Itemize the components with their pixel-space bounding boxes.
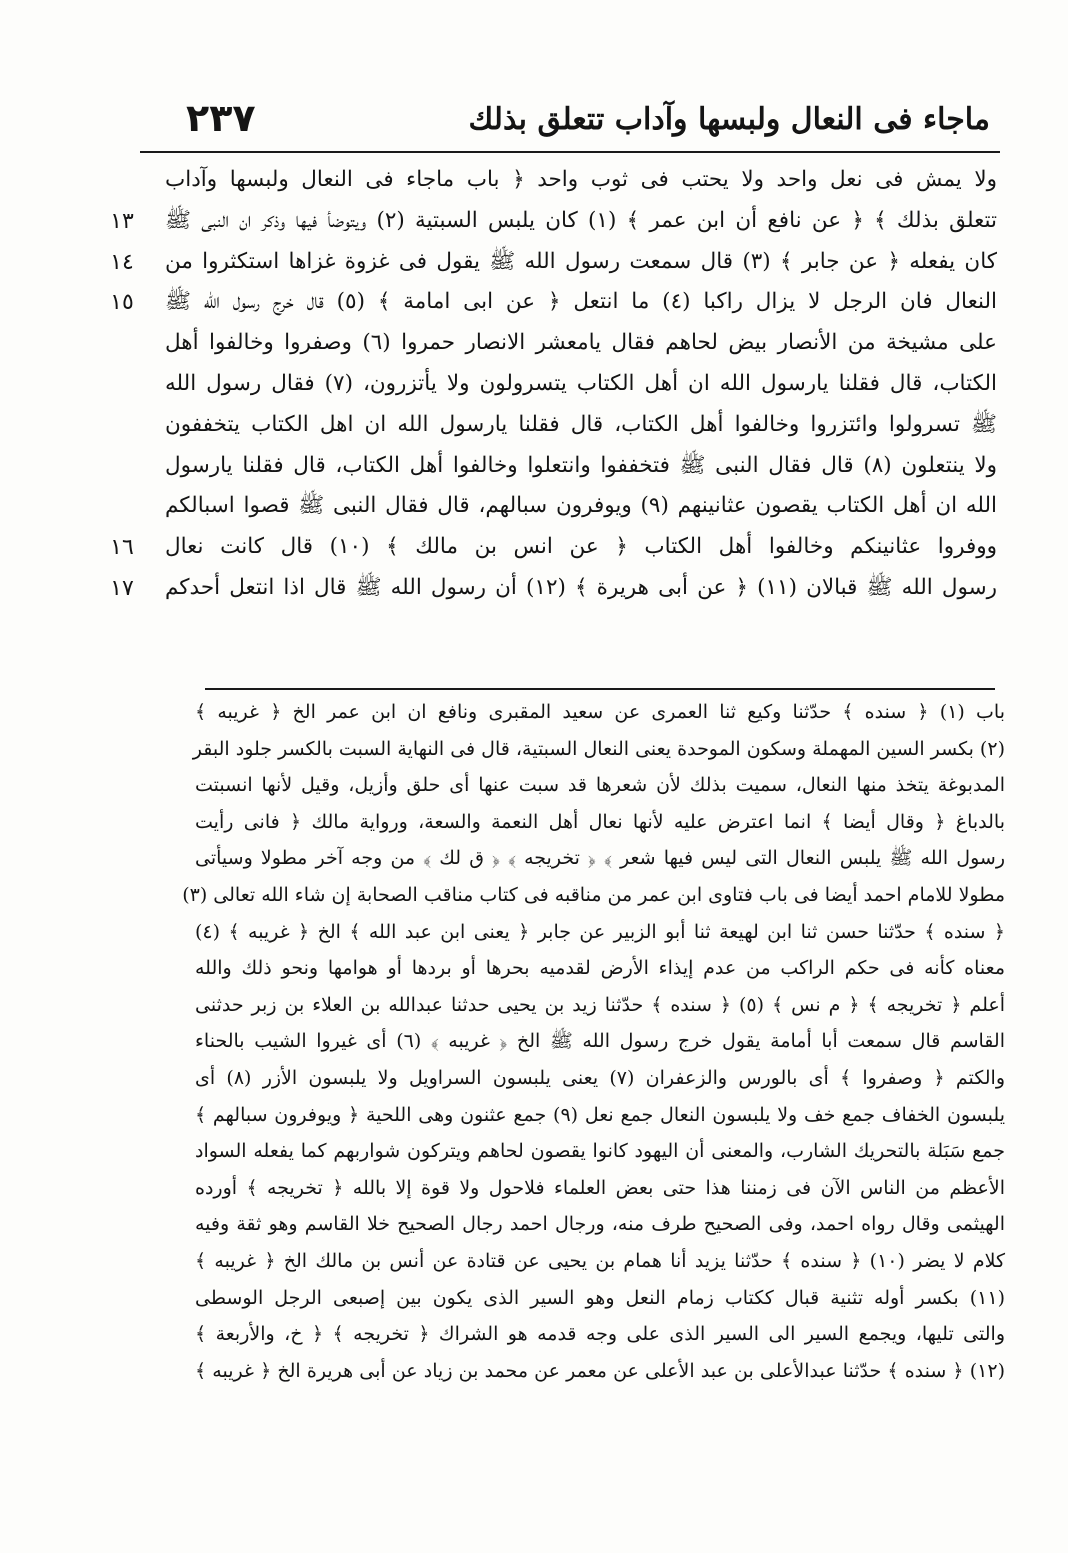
footnote-line: معناه كأنه فى حكم الراكب من عدم إيذاء الأرض لقدميه بحرها أو بردها أو هوامها ونحو ذلك والله [195, 957, 1005, 980]
running-title: ماجاء فى النعال ولبسها وآداب تتعلق بذلك [468, 102, 990, 137]
footnote-line: ﴿ سنده ﴾ حدّثنا حسن ثنا ابن لهيعة ثنا أبو الزبير عن جابر ﴿ يعنى ابن عبد الله ﴾ الخ ﴿ غريبه ﴾ (٤) [195, 920, 1005, 943]
footnote-line: القاسم قال سمعت أبا أمامة يقول خرج رسول الله ﷺ الخ ﴿ غريبه ﴾ (٦) أى غيروا الشيب بالحناء [195, 1030, 1005, 1053]
main-text-line: ولا يمش فى نعل واحد ولا يحتب فى ثوب واحد ﴿ باب ماجاء فى النعال ولبسها وآداب [165, 167, 997, 192]
main-text-line: ولا ينتعلون (٨) قال فقال النبى ﷺ فتخففوا وانتعلوا وخالفوا أهل الكتاب، قال فقلنا يارسول [165, 452, 997, 478]
page-header [150, 92, 990, 144]
footnote-line: (١٢) ﴿ سنده ﴾ حدّثنا عبدالأعلى بن عبد الأعلى عن معمر عن محمد بن زياد عن أبى هريرة الخ ﴿ غريبه ﴾ [195, 1359, 1005, 1382]
header-rule [140, 151, 1000, 153]
footnote-line: باب (١) ﴿ سنده ﴾ حدّثنا وكيع ثنا العمرى عن سعيد المقبرى ونافع ان ابن عمر الخ ﴿ غريبه ﴾ [195, 701, 1005, 723]
footnote-line: رسول الله ﷺ يلبس النعال التى ليس فيها شعر ﴾ ﴿ تخريجه ﴾ ﴿ ق لك ﴾ من وجه آخر مطولا وسيأتى [195, 847, 1005, 870]
hadith-number: ١٣ [110, 208, 134, 234]
footnote-line: والتى تليها، ويجمع السير الى السير الذى على وجه قدمه هو الشراك ﴿ تخريجه ﴾ ﴿ خ، والأربعة ﴾ [195, 1323, 1005, 1346]
footnote-line: مطولا للامام احمد أيضا فى باب فتاوى ابن عمر من مناقبه فى كتاب مناقب الصحابة إن شاء الله تعالى (٣) [182, 883, 1005, 906]
main-text-line: رسول الله ﷺ قبالان (١١) ﴿ عن أبى هريرة ﴾ (١٢) أن رسول الله ﷺ قال اذا انتعل أحدكم [165, 574, 997, 600]
hadith-number: ١٤ [110, 249, 134, 275]
footnote-line: بالدباغ ﴿ وقال أيضا ﴾ انما اعترض عليه لأنها نعال أهل النعمة والسعة، ورواية مالك ﴿ فانى رأيت [195, 810, 1005, 833]
footnote-line: (٢) بكسر السين المهملة وسكون الموحدة يعنى النعال السبتية، قال فى النهاية السبت بالكسر جلود البقر [192, 737, 1005, 760]
hadith-number: ١٥ [110, 290, 134, 316]
main-text-line: الكتاب، قال فقلنا يارسول الله ان أهل الكتاب يتسرولون ولا يأتزرون، (٧) فقال رسول الله [165, 370, 997, 396]
main-text-line: كان يفعله ﴿ عن جابر ﴾ (٣) قال سمعت رسول الله ﷺ يقول فى غزوة غزاها استكثروا من [165, 248, 997, 274]
page-number: ٢٣٧ [186, 96, 256, 140]
main-text-line: تتعلق بذلك ﴾ ﴿ عن نافع أن ابن عمر ﴾ (١) كان يلبس السبتية (٢) ويتوضأ فيها وذكر ان النبى ﷺ [165, 207, 998, 233]
footnote-line: المدبوغة يتخذ منها النعال، سميت بذلك لأن شعرها قد سبت عنها أى حلق وأزيل، وقيل لأنها انسبتت [195, 774, 1005, 797]
footnote-line: يلبسون الخفاف جمع خف ولا يلبسون النعال جمع نعل (٩) جمع عثنون وهى اللحية ﴿ ويوفرون سبالهم ﴾ [195, 1103, 1005, 1126]
main-text-line: ﷺ تسرولوا وائتزروا وخالفوا أهل الكتاب، قال فقلنا يارسول الله ان اهل الكتاب يتخففون [165, 411, 997, 437]
main-text-line: ووفروا عثانينكم وخالفوا أهل الكتاب ﴿ عن انس بن مالك ﴾ (١٠) قال كانت نعال [165, 534, 998, 560]
hadith-number: ١٦ [110, 535, 134, 561]
footnote-line: جمع سَبَلة بالتحريك الشارب، والمعنى أن اليهود كانوا يقصون لحاهم ويتركون شواربهم كما يفعله السواد [195, 1140, 1005, 1163]
footnote-line: الأعظم من الناس الآن فى زمننا هذا حتى بعض العلماء فلاحول ولا قوة إلا بالله ﴿ تخريجه ﴾ أورده [195, 1176, 1005, 1199]
hadith-number: ١٧ [110, 576, 134, 601]
footnote-line: والكتم ﴿ وصفروا ﴾ أى بالورس والزعفران (٧) يعنى يلبسون السراويل ولا يلبسون الأزر (٨) أى [195, 1066, 1005, 1089]
main-text-line: النعال فان الرجل لا يزال راكبا (٤) ما انتعل ﴿ عن ابى امامة ﴾ (٥) قال خرج رسول الله ﷺ [165, 289, 997, 315]
footnotes [182, 694, 1005, 1389]
main-text [165, 160, 997, 609]
footnote-line: (١١) بكسر أوله تثنية قبال ككتاب زمام النعل وهو السير الذى يكون بين إصبعى الرجل الوسطى [195, 1286, 1005, 1309]
footnote-line: أعلم ﴿ تخريجه ﴾ ﴿ م نس ﴾ (٥) ﴿ سنده ﴾ حدّثنا زيد بن يحيى حدثنا عبدالله بن العلاء بن زبر حدثنى [195, 993, 1005, 1016]
main-text-line: على مشيخة من الأنصار بيض لحاهم فقال يامعشر الانصار حمروا (٦) وصفروا وخالفوا أهل [165, 330, 997, 356]
main-text-line: الله ان أهل الكتاب يقصون عثانينهم (٩) ويوفرون سبالهم، قال فقال النبى ﷺ قصوا اسبالكم [165, 493, 997, 519]
footnote-line: الهيثمى وقال رواه احمد، وفى الصحيح طرف منه، ورجال احمد رجال الصحيح خلا القاسم وهو ثقة وفيه [195, 1213, 1005, 1236]
footnote-line: كلام لا يضر (١٠) ﴿ سنده ﴾ حدّثنا يزيد أنا همام بن يحيى عن قتادة عن أنس بن مالك الخ ﴿ غريبه ﴾ [195, 1249, 1005, 1272]
footnote-separator [205, 688, 995, 690]
